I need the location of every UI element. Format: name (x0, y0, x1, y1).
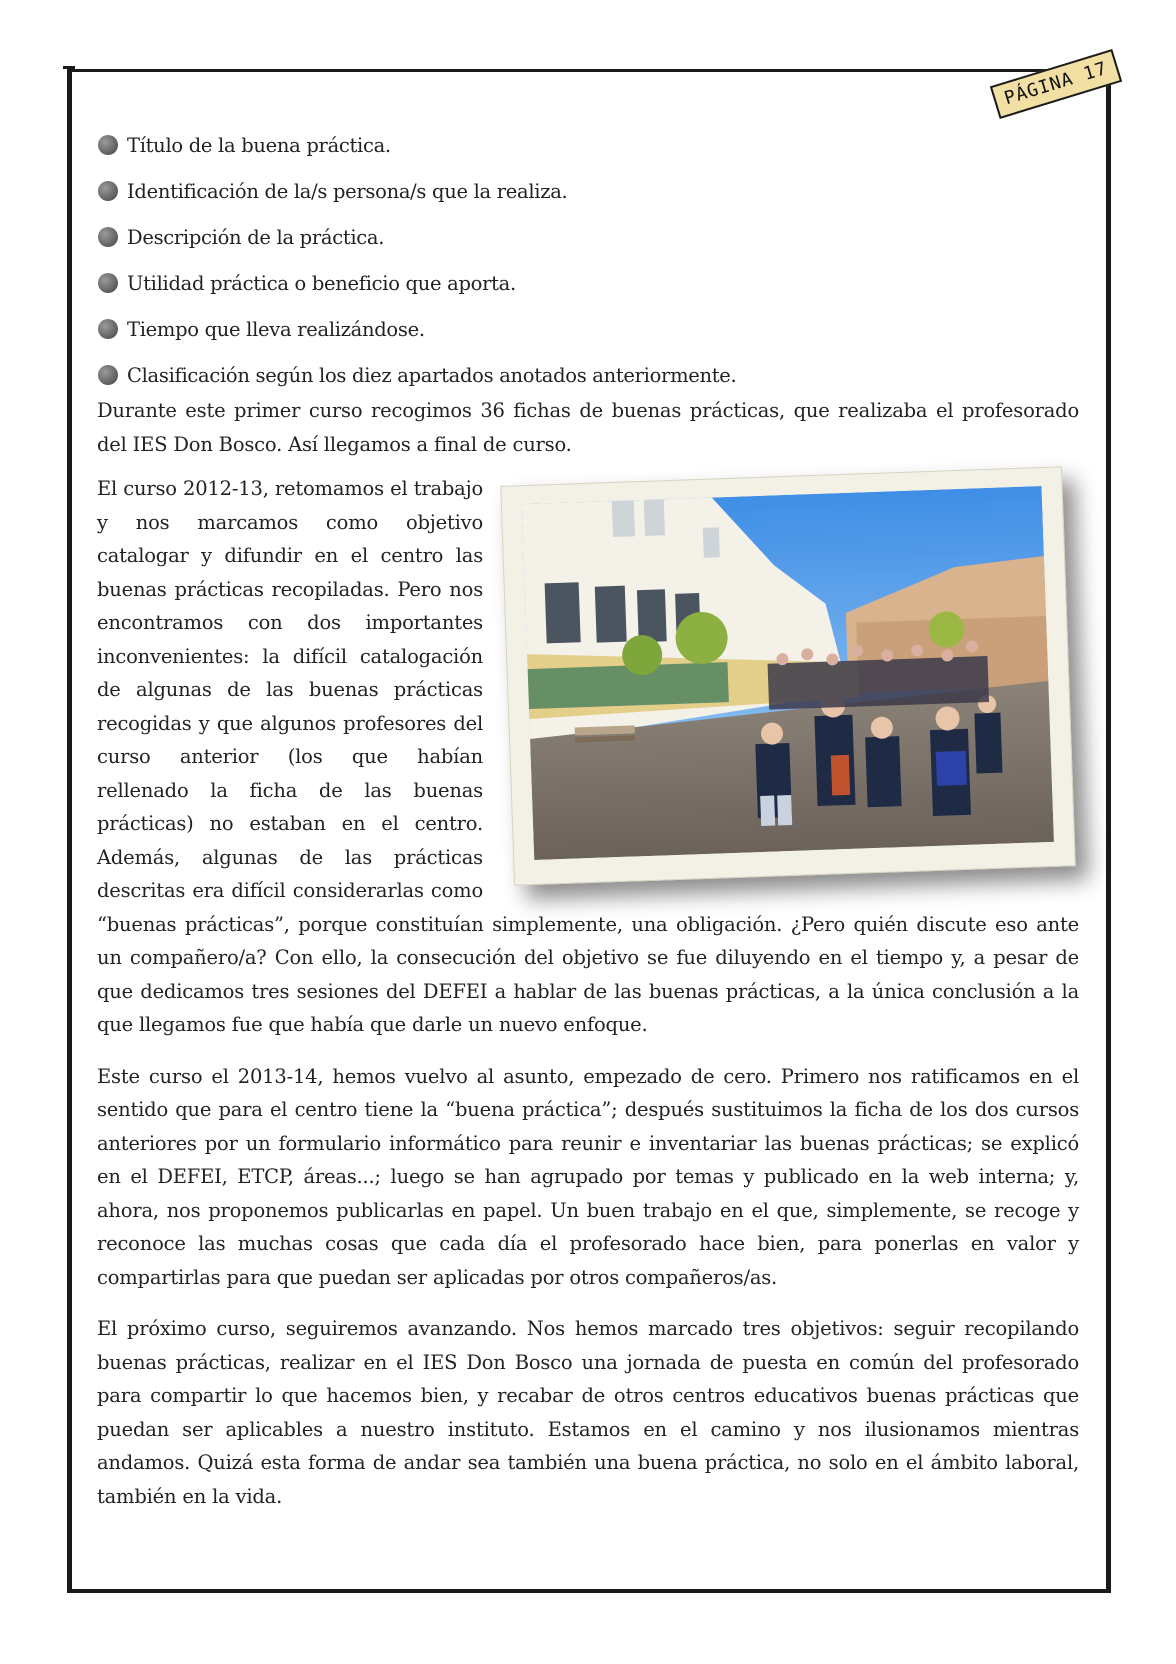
list-item (98, 260, 998, 306)
bullet-icon (98, 181, 118, 201)
paragraph-intro: Durante este primer curso recogimos 36 fichas de buenas prácticas, que realizaba el profesorado del IES Don Bosco. Así llegamos a final de curso. (97, 399, 1079, 456)
list-item-text: Tiempo que lleva realizándose. (127, 317, 425, 341)
school-photo (499, 472, 1079, 888)
page-number-tag: PÁGINA 17 (990, 49, 1122, 119)
list-item-text: Clasificación según los diez apartados anotados anteriormente. (127, 363, 737, 387)
list-item-text: Descripción de la práctica. (127, 225, 385, 249)
criteria-list (98, 122, 998, 398)
list-item-text: Identificación de la/s persona/s que la realiza. (127, 179, 568, 203)
list-item-text: Título de la buena práctica. (127, 133, 391, 157)
bullet-icon (98, 227, 118, 247)
list-item (98, 306, 998, 352)
paragraph-next-course: El próximo curso, seguiremos avanzando. Nos hemos marcado tres objetivos: seguir recopilando buenas prácticas, realizar en el IES Don Bosco una jornada de puesta en común del profesorado para compartir lo que hacemos bien, y recabar de otros centros educativos buenas prácticas que puedan ser aplicables a nuestro instituto. Estamos en el camino y nos ilusionamos mientras andamos. Quizá esta forma de andar sea también una buena práctica, no solo en el ámbito laboral, también en la vida. (97, 1317, 1079, 1508)
paragraph-2013-14: Este curso el 2013-14, hemos vuelvo al asunto, empezado de cero. Primero nos ratificamos en el sentido que para el centro tiene la “buena práctica”; después sustituimos la ficha de los dos cursos anteriores por un formulario informático para reunir e inventariar las buenas prácticas; se explicó en el DEFEI, ETCP, áreas...; luego se han agrupado por temas y publicado en la web interna; y, ahora, nos proponemos publicarlas en papel. Un buen trabajo en el que, simplemente, se recoge y reconoce las muchas cosas que cada día el profesorado hace bien, para ponerlas en valor y compartirlas para que puedan ser aplicadas por otros compañeros/as. (97, 1064, 1079, 1289)
paragraph-2012-13: El curso 2012-13, retomamos el trabajo y nos marcamos como objetivo catalogar y difundir en el centro las buenas prácticas recopiladas. Pero nos encontramos con dos importantes inconvenientes: la difícil catalogación de algunas de las buenas prácticas recogidas y que algunos profesores del curso anterior (los que habían rellenado la ficha de las buenas prácticas) no estaban en el centro. Además, algunas de las prácticas descritas era difícil considerarlas como “buenas prácticas”, porque constituían simplemente, una obligación. ¿Pero quién discute eso ante un compañero/a? Con ello, la consecución del objetivo se fue diluyendo en el tiempo y, a pesar de que dedicamos tres sesiones del DEFEI a hablar de las buenas prácticas, a la única conclusión a la que llegamos fue que había que darle un nuevo enfoque. (97, 477, 1079, 1036)
bullet-icon (98, 365, 118, 385)
school-courtyard-image (522, 486, 1054, 860)
list-item-text: Utilidad práctica o beneficio que aporta. (127, 271, 516, 295)
body-text (97, 472, 1079, 1513)
bullet-icon (98, 319, 118, 339)
list-item (98, 122, 998, 168)
bullet-icon (98, 135, 118, 155)
photo-frame (500, 466, 1076, 885)
list-item (98, 168, 998, 214)
bullet-icon (98, 273, 118, 293)
list-item (98, 214, 998, 260)
list-item (98, 352, 998, 398)
